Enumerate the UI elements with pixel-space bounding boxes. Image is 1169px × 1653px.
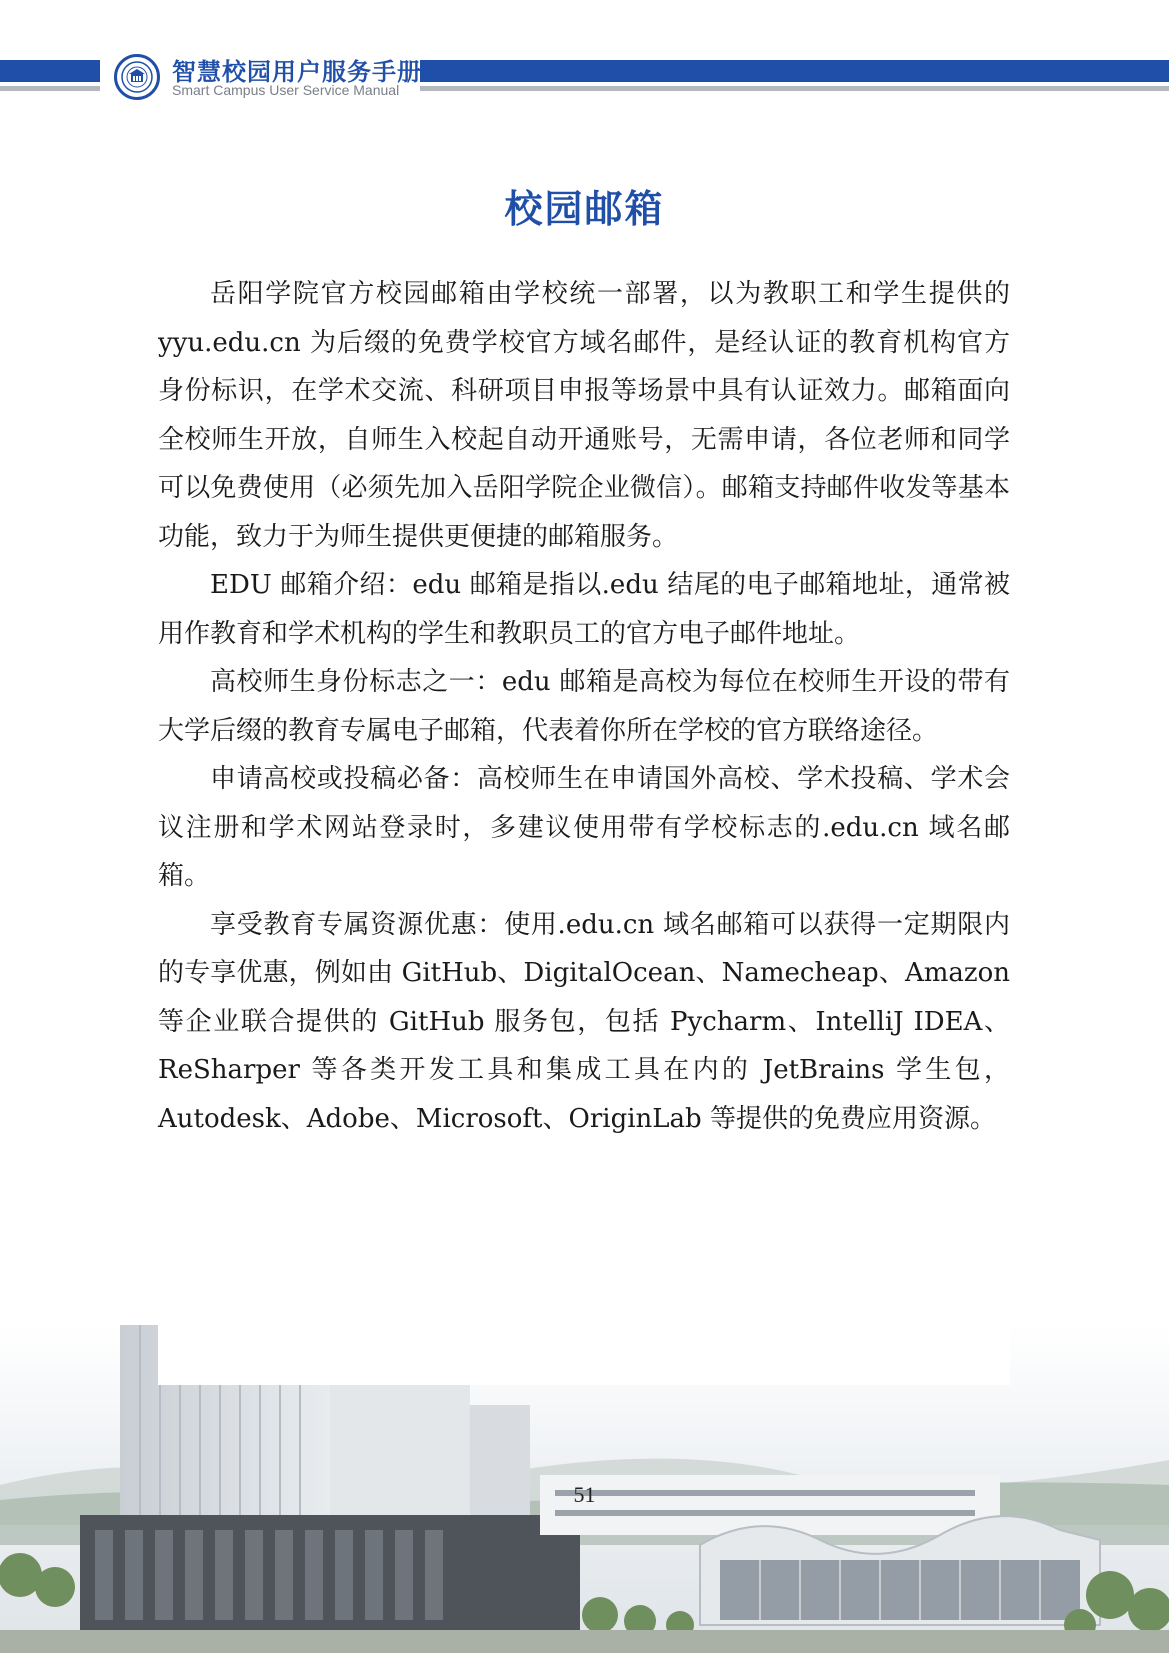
header-stripe-left [0, 86, 100, 91]
header-subtitle: Smart Campus User Service Manual [172, 82, 400, 98]
header-stripe-right [420, 86, 1169, 91]
body-text [158, 270, 1010, 1143]
paragraph: 享受教育专属资源优惠：使用.edu.cn 域名邮箱可以获得一定期限内的专享优惠，例如由 GitHub、DigitalOcean、Namecheap、Amazon 等企业联合提供的 GitHub 服务包，包括 Pycharm、IntelliJ IDEA、ReSharper 等各类开发工具和集成工具在内的 JetBrains 学生包，Autodesk、Adobe、Microsoft、OriginLab 等提供的免费应用资源。 [158, 909, 1010, 1134]
header-title: 智慧校园用户服务手册 [172, 58, 422, 86]
page-title: 校园邮箱 [504, 187, 665, 231]
text-card-extension [158, 1325, 1010, 1385]
paragraph: 岳阳学院官方校园邮箱由学校统一部署，以为教职工和学生提供的 yyu.edu.cn 为后缀的免费学校官方域名邮件，是经认证的教育机构官方身份标识，在学术交流、科研项目申报等场景中具有认证效力。邮箱面向全校师生开放，自师生入校起自动开通账号，无需申请，各位老师和同学可以免费使用（必须先加入岳阳学院企业微信）。邮箱支持邮件收发等基本功能，致力于为师生提供更便捷的邮箱服务。 [158, 279, 1010, 552]
paragraph: EDU 邮箱介绍：edu 邮箱是指以.edu 结尾的电子邮箱地址，通常被用作教育和学术机构的学生和教职员工的官方电子邮件地址。 [158, 570, 1010, 649]
university-seal-icon [114, 54, 160, 100]
paragraph: 申请高校或投稿必备：高校师生在申请国外高校、学术投稿、学术会议注册和学术网站登录时，多建议使用带有学校标志的.edu.cn 域名邮箱。 [158, 764, 1010, 891]
header-bar-left [0, 60, 100, 82]
header-bar-right [420, 60, 1169, 82]
paragraph: 高校师生身份标志之一：edu 邮箱是高校为每位在校师生开设的带有大学后缀的教育专属电子邮箱，代表着你所在学校的官方联络途径。 [158, 667, 1010, 746]
page-number: 51 [573, 1482, 596, 1507]
